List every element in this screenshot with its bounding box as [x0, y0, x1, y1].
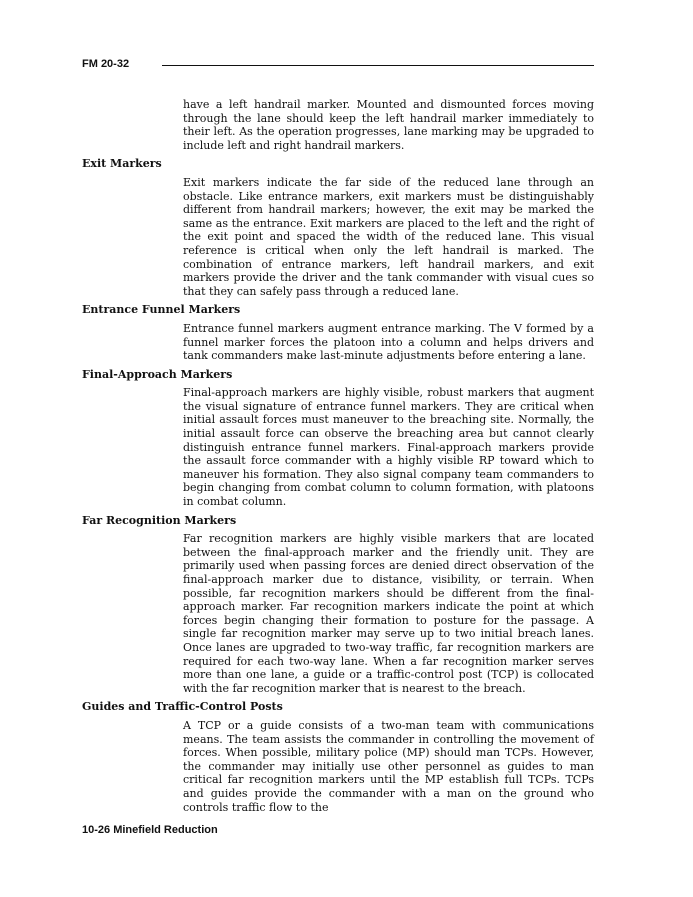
heading-entrance-funnel-markers: Entrance Funnel Markers: [82, 303, 241, 317]
paragraph-exit-markers: Exit markers indicate the far side of the reduced lane through an obstacle. Like entrance markers, exit markers must be distinguishably different from handrail markers; however, the exit may be marked the same as the entrance. Exit markers are placed to the left and the right of the exit point and spaced the width of the reduced lane. This visual reference is critical when only the left handrail is marked. The combination of entrance markers, left handrail markers, and exit markers provide the driver and the tank commander with visual cues so that they can safely pass through a reduced lane.: [183, 175, 594, 298]
heading-final-approach-markers: Final-Approach Markers: [82, 367, 233, 381]
paragraph-final-approach-markers: Final-approach markers are highly visible, robust markers that augment the visual signature of entrance funnel markers. They are critical when initial assault forces must maneuver to the breaching site. Normally, the initial assault force can observe the breaching area but cannot clearly distinguish entrance funnel markers. Final-approach markers provide the assault force commander with a highly visible RP toward which to maneuver his formation. They also signal company team commanders to begin changing from combat column to column formation, with platoons in combat column.: [183, 386, 594, 509]
heading-exit-markers: Exit Markers: [82, 157, 162, 171]
document-id: FM 20-32: [82, 58, 130, 70]
paragraph-far-recognition-markers: Far recognition markers are highly visible markers that are located between the final-approach marker and the friendly unit. They are primarily used when passing forces are denied direct observation of the final-approach marker due to distance, visibility, or terrain. When possible, far recognition markers should be different from the final-approach marker. Far recognition markers indicate the point at which forces begin changing their formation to posture for the passage. A single far recognition marker may serve up to two initial breach lanes. Once lanes are upgraded to two-way traffic, far recognition markers are required for each two-way lane. When a far recognition marker serves more than one lane, a guide or a traffic-control post (TCP) is collocated with the far recognition marker that is nearest to the breach.: [183, 532, 594, 695]
page-header: [82, 58, 594, 76]
page-footer: 10-26 Minefield Reduction: [82, 824, 218, 836]
paragraph-guides-traffic-control-posts: A TCP or a guide consists of a two-man team with communications means. The team assists the commander in controlling the movement of forces. When possible, military police (MP) should man TCPs. However, the commander may initially use other personnel as guides to man critical far recognition markers until the MP establish full TCPs. TCPs and guides provide the commander with a man on the ground who controls traffic flow to the: [183, 718, 594, 814]
intro-paragraph: have a left handrail marker. Mounted and dismounted forces moving through the lane should keep the left handrail marker immediately to their left. As the operation progresses, lane marking may be upgraded to include left and right handrail markers.: [183, 98, 594, 152]
body-content: [82, 98, 594, 819]
paragraph-entrance-funnel-markers: Entrance funnel markers augment entrance marking. The V formed by a funnel marker forces the platoon into a column and helps drivers and tank commanders make last-minute adjustments before entering a lane.: [183, 321, 594, 363]
header-rule: [162, 65, 594, 66]
heading-far-recognition-markers: Far Recognition Markers: [82, 513, 237, 527]
heading-guides-traffic-control-posts: Guides and Traffic-Control Posts: [82, 700, 283, 714]
